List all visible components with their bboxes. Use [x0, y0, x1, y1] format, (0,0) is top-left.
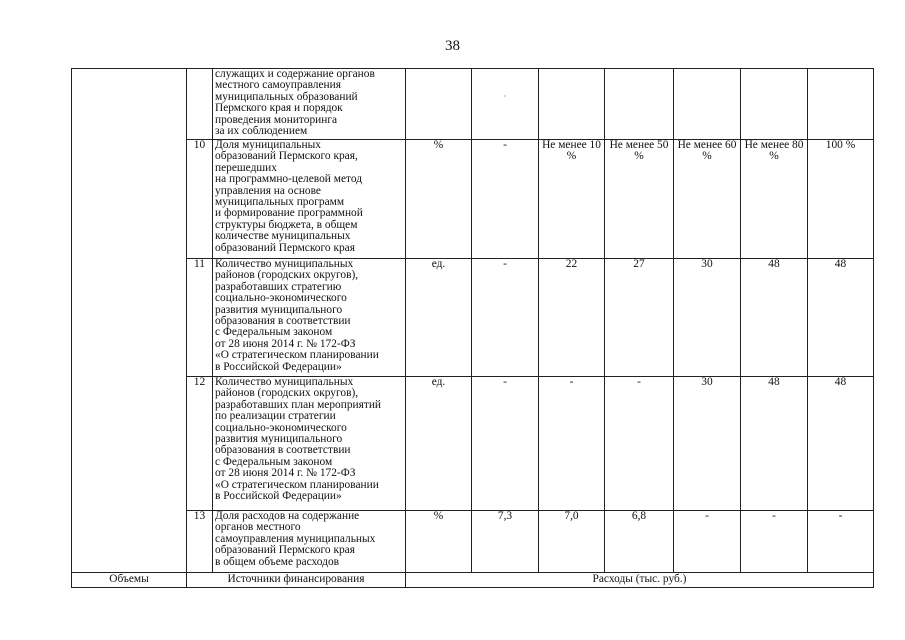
indicator-text — [213, 259, 406, 377]
text-line: образования в соответствии — [215, 444, 351, 457]
value-cell: 22 — [539, 259, 605, 377]
text-line: образований Пермского края, — [215, 150, 358, 163]
value-cell: - — [472, 259, 539, 377]
value-cell: 48 — [808, 377, 874, 511]
value-cell: Не менее 60 % — [674, 140, 741, 259]
left-column-cell — [72, 69, 187, 573]
value-cell: 6,8 — [605, 511, 674, 573]
text-line: разработавших стратегию — [215, 280, 342, 293]
footer-row — [72, 573, 874, 588]
text-line: проведения мониторинга — [215, 113, 338, 126]
value-cell: Не менее 80 % — [741, 140, 808, 259]
value-cell: 7,3 — [472, 511, 539, 573]
text-line: и формирование программной — [215, 207, 363, 220]
value-cell — [808, 69, 874, 140]
value-cell: - — [472, 377, 539, 511]
text-line: разработавших план мероприятий — [215, 398, 382, 411]
text-line: за их соблюдением — [215, 125, 308, 138]
row-number-cell — [187, 69, 213, 140]
text-line: структуры бюджета, в общем — [215, 218, 358, 231]
value-cell: 7,0 — [539, 511, 605, 573]
continuation-mark: · — [503, 92, 507, 101]
text-line: Количество муниципальных — [215, 376, 354, 388]
unit-cell — [406, 69, 472, 140]
text-line: количестве муниципальных — [215, 230, 351, 243]
unit-cell: % — [406, 140, 472, 259]
table-row — [72, 377, 874, 511]
text-line: органов местного — [215, 521, 301, 534]
value-cell — [605, 69, 674, 140]
indicator-text — [213, 511, 406, 573]
text-line: развития муниципального — [215, 303, 343, 316]
text-line: образования в соответствии — [215, 315, 351, 328]
text-line: социально-экономического — [215, 292, 347, 305]
sources-label: Источники финансирования — [187, 573, 406, 588]
text-line: служащих и содержание органов — [215, 68, 375, 80]
text-line: местного самоуправления — [215, 79, 341, 92]
indicator-text — [213, 377, 406, 511]
text-line: образований Пермского края — [215, 544, 355, 557]
indicator-text — [213, 140, 406, 259]
value-cell: 48 — [741, 377, 808, 511]
text-line: от 28 июня 2014 г. № 172-ФЗ — [215, 337, 356, 350]
text-line: Доля расходов на содержание — [215, 510, 360, 522]
value-cell: - — [539, 377, 605, 511]
unit-cell: ед. — [406, 377, 472, 511]
value-cell — [472, 69, 539, 140]
value-cell: 30 — [674, 259, 741, 377]
text-line: в Российской Федерации» — [215, 360, 342, 373]
text-line: управления на основе — [215, 184, 321, 197]
text-line: по реализации стратегии — [215, 410, 336, 423]
text-line: в общем объеме расходов — [215, 555, 340, 568]
text-line: в Российской Федерации» — [215, 490, 342, 503]
text-line: развития муниципального — [215, 433, 343, 446]
value-cell: - — [741, 511, 808, 573]
unit-cell: ед. — [406, 259, 472, 377]
text-line: «О стратегическом планировании — [215, 478, 379, 491]
text-line: муниципальных образований — [215, 90, 358, 103]
text-line: районов (городских округов), — [215, 269, 359, 282]
value-cell: Не менее 10 % — [539, 140, 605, 259]
text-line: с Федеральным законом — [215, 326, 333, 339]
continuation-row — [72, 69, 874, 140]
text-line: Количество муниципальных — [215, 258, 354, 270]
value-cell: 27 — [605, 259, 674, 377]
text-line: самоуправления муниципальных — [215, 532, 376, 545]
value-cell: - — [605, 377, 674, 511]
value-cell — [741, 69, 808, 140]
row-number: 12 — [187, 377, 213, 511]
row-number: 11 — [187, 259, 213, 377]
indicator-table — [71, 68, 874, 588]
row-number: 13 — [187, 511, 213, 573]
text-line: с Федеральным законом — [215, 455, 333, 468]
text-line: от 28 июня 2014 г. № 172-ФЗ — [215, 467, 356, 480]
value-cell: 100 % — [808, 140, 874, 259]
table-row — [72, 259, 874, 377]
text-line: «О стратегическом планировании — [215, 349, 379, 362]
volumes-label: Объемы — [72, 573, 187, 588]
unit-cell: % — [406, 511, 472, 573]
text-line: образований Пермского края — [215, 241, 355, 254]
text-line: на программно-целевой метод — [215, 173, 362, 186]
value-cell — [539, 69, 605, 140]
value-cell: 30 — [674, 377, 741, 511]
continuation-text — [213, 69, 406, 140]
value-cell: 48 — [808, 259, 874, 377]
text-line: перешедших — [215, 161, 277, 174]
text-line: социально-экономического — [215, 421, 347, 434]
text-line: муниципальных программ — [215, 196, 345, 209]
value-cell — [674, 69, 741, 140]
text-line: Пермского края и порядок — [215, 102, 343, 115]
page-number: 38 — [445, 38, 460, 54]
value-cell: Не менее 50 % — [605, 140, 674, 259]
value-cell: 48 — [741, 259, 808, 377]
value-cell: - — [808, 511, 874, 573]
row-number: 10 — [187, 140, 213, 259]
expenses-label: Расходы (тыс. руб.) — [406, 573, 874, 588]
value-cell: - — [674, 511, 741, 573]
text-line: районов (городских округов), — [215, 387, 359, 400]
text-line: Доля муниципальных — [215, 139, 321, 151]
value-cell: - — [472, 140, 539, 259]
table-row — [72, 140, 874, 259]
table-row — [72, 511, 874, 573]
